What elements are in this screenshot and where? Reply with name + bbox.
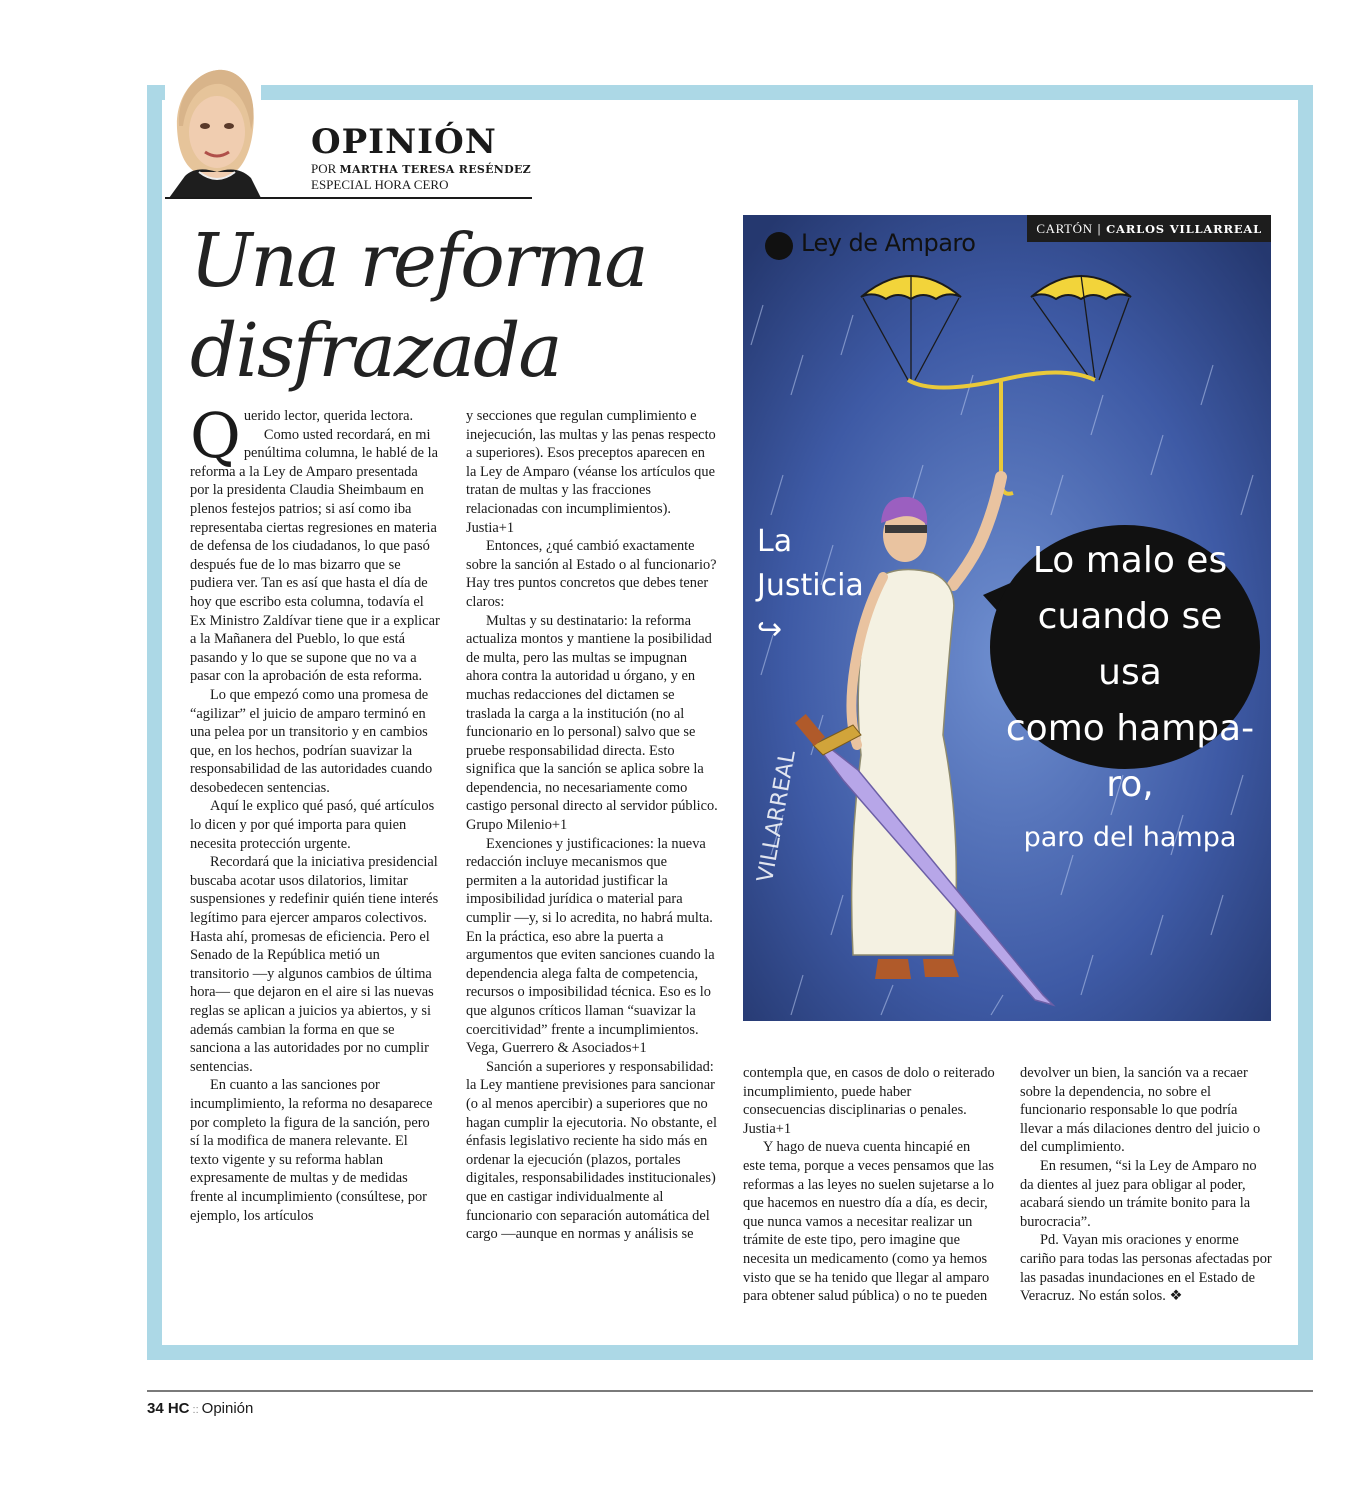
- cartoon-label: [1027, 215, 1271, 242]
- article-column-3: [743, 1064, 995, 1306]
- article-paragraph: Como usted recordará, en mi penúltima columna, le hablé de la reforma a la Ley de Amparo presentada por la presidenta Claudia Sheimbaum en plenos festejos patrios; si así como iba representaba ciertas regresiones en materia de defensa de los ciudadanos, lo que pasó después fue de lo mas bizarro que se pudiera ver. Tan es así que hasta el día de hoy que escribo esta columna, todavía el Ex Ministro Zaldívar tiene que ir a explicar a la Mañanera del Pueblo, lo que está pasando y lo que se supone que no va a pasar con la aprobación de esta reforma.: [190, 426, 440, 685]
- article-paragraph: devolver un bien, la sanción va a recaer sobre la dependencia, no sobre el funcionario responsable lo que podría llevar a más dilaciones dentro del juicio o del cumplimiento.: [1020, 1065, 1261, 1156]
- arrow-icon: ↪: [757, 612, 783, 647]
- page-footer: [147, 1400, 253, 1417]
- editorial-cartoon: [743, 215, 1271, 1021]
- speech-bubble-text: [1005, 533, 1255, 863]
- page-number: 34 HC: [147, 1400, 190, 1417]
- cartoon-artist: CARLOS VILLARREAL: [1106, 222, 1262, 236]
- figure-label-line-2: Justicia: [757, 568, 864, 603]
- article-column-4: [1020, 1064, 1272, 1306]
- bubble-line-3: como hampa-ro,: [1005, 708, 1255, 805]
- header-rule: [165, 197, 532, 199]
- article-column-1: [190, 399, 440, 1225]
- dropcap: Q: [190, 399, 241, 472]
- article-paragraph: En resumen, “si la Ley de Amparo no da dientes al juez para obligar al poder, acabará siendo un trámite bonito para la burocracia”.: [1020, 1157, 1257, 1230]
- article-paragraph: Sanción a superiores y responsabilidad: la Ley mantiene previsiones para sancionar (o al menos apercibir) a superiores que no hagan cumplir la ejecutoria. No obstante, el énfasis legislativo reciente ha sido más en ordenar la ejecución (plazos, portales digitales, responsabilidades institucionales) que en castigar individualmente al funcionario con separación automática del cargo —aunque en normas y análisis se: [466, 1058, 717, 1243]
- article-paragraph: y secciones que regulan cumplimiento e inejecución, las multas y las penas respecto a superiores). Esos preceptos aparecen en la Ley de Amparo (véanse los artículos que tratan de multas y las fracciones relacionadas con incumplimientos). Justia+1: [466, 408, 716, 536]
- cartoon-title: Ley de Amparo: [801, 229, 976, 257]
- footer-rule: [147, 1390, 1313, 1392]
- figure-label-line-1: La: [757, 524, 793, 559]
- headline: [190, 216, 710, 396]
- article-paragraph: Pd. Vayan mis oraciones y enorme cariño para todas las personas afectadas por las pasadas inundaciones en el Estado de Veracruz. No están solos. ❖: [1020, 1232, 1272, 1305]
- bubble-line-4: paro del hampa: [1023, 822, 1237, 853]
- article-paragraph: contempla que, en casos de dolo o reiterado incumplimiento, puede haber consecuencias disciplinarias o penales. Justia+1: [743, 1065, 995, 1137]
- article-paragraph: [190, 399, 440, 472]
- cartoon-label-separator: |: [1097, 221, 1102, 236]
- cartoon-label-text: CARTÓN: [1036, 221, 1093, 236]
- headline-line-1: Una reforma: [190, 218, 647, 304]
- bubble-line-1: Lo malo es: [1032, 540, 1228, 581]
- paragraph-text: uerido lector, querida lectora.: [243, 408, 414, 424]
- article-paragraph: Multas y su destinatario: la reforma actualiza montos y mantiene la posibilidad de multa, pero las multas se impugnan ahora contra la autoridad u órgano, y en muchas redacciones del dictamen se traslada la carga a la institución (no al funcionario en lo personal) salvo que se pruebe responsabilidad directa. Esto significa que la sanción se aplica sobre la dependencia, no necesariamente como castigo personal directo al servidor público. Grupo Milenio+1: [466, 612, 718, 834]
- article-paragraph: Recordará que la iniciativa presidencial buscaba acotar usos dilatorios, limitar suspensiones y redefinir quién tiene interés legítimo para ejercer amparos colectivos. Hasta ahí, promesas de eficiencia. Pero el Senado de la República metió un transitorio —y algunos cambios de última hora— que dejaron en el aire si las nuevas reglas se aplican a juicios ya abiertos, y si además cambian la forma en que se sanciona a las autoridades por no cumplir sentencias.: [190, 854, 439, 1075]
- figure-label: [757, 520, 864, 652]
- author-portrait: [165, 68, 261, 198]
- byline: [311, 161, 531, 192]
- article-paragraph: Y hago de nueva cuenta hincapié en este tema, porque a veces pensamos que las reformas a las leyes no suelen sujetarse a lo que hacemos en nuestro día a día, es decir, que nunca vamos a necesitar realizar un trámite de este tipo, pero imagine que necesita un medicamento (como ya hemos visto que se ha tenido que llegar al amparo para obtener salud pública) o no te pueden: [743, 1139, 994, 1305]
- cartoonist-signature: VILLARREAL: [753, 748, 801, 885]
- footer-separator: ::: [192, 1404, 199, 1416]
- author-name: MARTHA TERESA RESÉNDEZ: [339, 163, 532, 176]
- logo-icon: [765, 232, 793, 260]
- author-affiliation: ESPECIAL HORA CERO: [311, 177, 449, 192]
- article-column-2: [466, 407, 718, 1244]
- bubble-line-2: cuando se usa: [1037, 596, 1223, 693]
- byline-prefix: POR: [311, 161, 337, 176]
- footer-section: Opinión: [201, 1400, 254, 1417]
- article-paragraph: Exenciones y justificaciones: la nueva redacción incluye mecanismos que permiten a la autoridad justificar la imposibilidad jurídica o material para cumplir —y, si lo acredita, no habrá multa. En la práctica, eso abre la puerta a argumentos que eviten sanciones cuando la dependencia alega falta de competencia, recursos o imposibilidad técnica. Eso es lo que algunos críticos llaman “suavizar la coercitividad” frente a incumplimientos. Vega, Guerrero & Asociados+1: [466, 835, 715, 1057]
- article-paragraph: Aquí le explico qué pasó, qué artículos lo dicen y por qué importa para quien necesita protección urgente.: [190, 798, 435, 852]
- article-paragraph: Entonces, ¿qué cambió exactamente sobre la sanción al Estado o al funcionario? Hay tres puntos concretos que debes tener claros:: [466, 538, 717, 610]
- article-paragraph: En cuanto a las sanciones por incumplimiento, la reforma no desaparece por completo la figura de la sanción, pero sí la modifica de manera relevante. El texto vigente y su reforma hablan expresamente de multas y de medidas frente al incumplimiento (consúltese, por ejemplo, los artículos: [190, 1077, 433, 1224]
- article-paragraph: Lo que empezó como una promesa de “agilizar” el juicio de amparo terminó en una pelea por un transitorio y en cambios que, en los hechos, podrían suavizar la responsabilidad de las autoridades cuando desobedecen sentencias.: [190, 686, 433, 796]
- section-title: OPINIÓN: [311, 122, 497, 162]
- headline-line-2: disfrazada: [190, 308, 561, 394]
